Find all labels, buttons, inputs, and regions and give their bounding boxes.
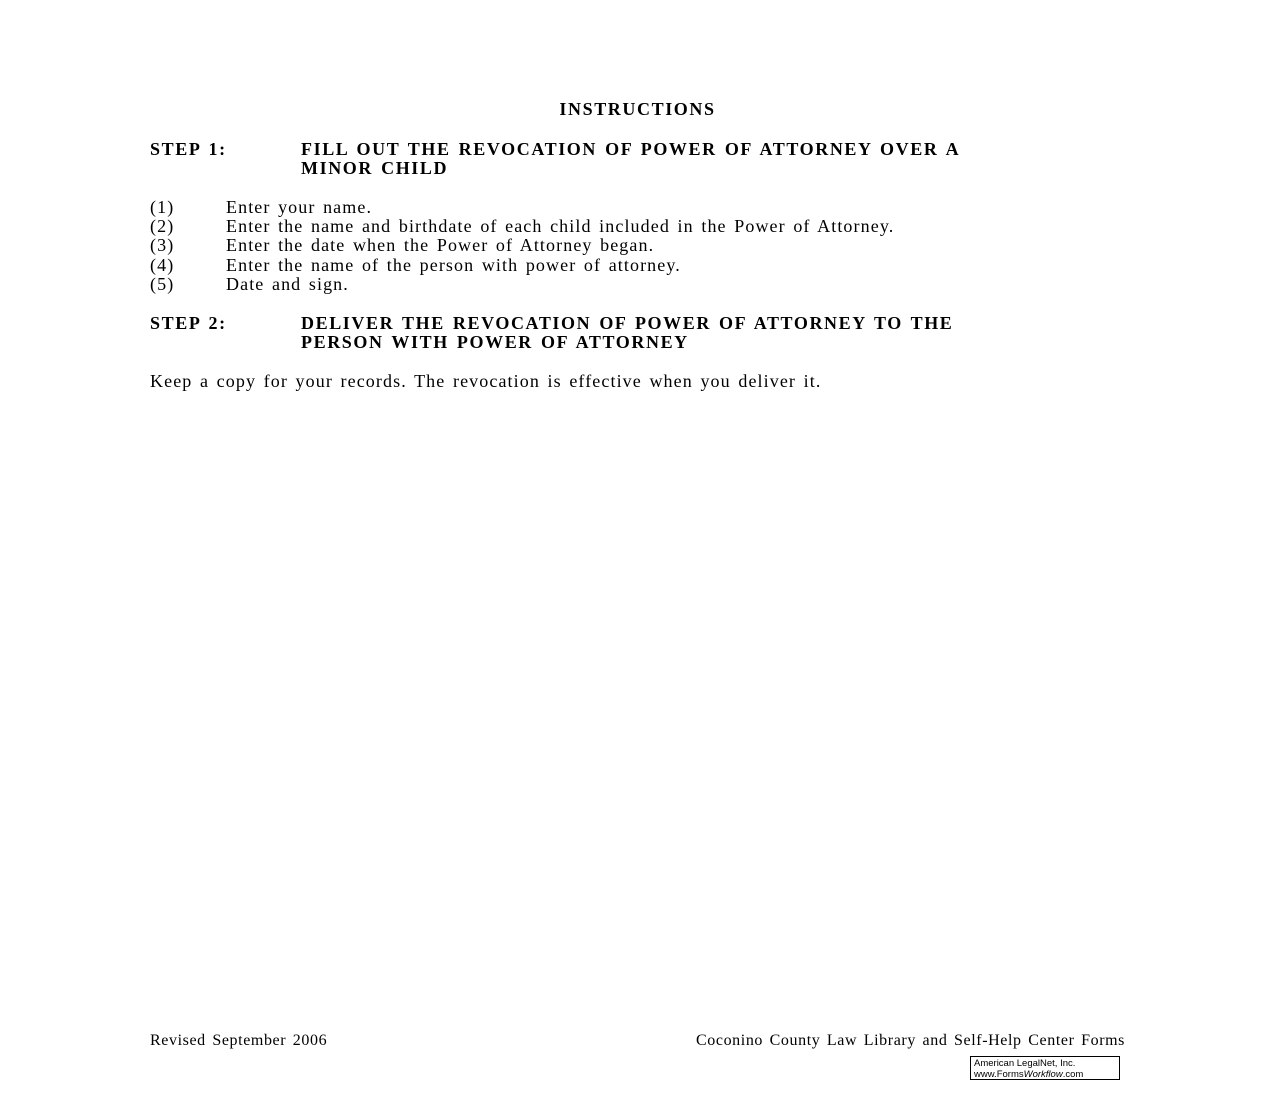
logo-text: .com: [1062, 1069, 1084, 1080]
item-text: Enter the name and birthdate of each child included in the Power of Attorney.: [226, 216, 895, 236]
item-text: Enter the name of the person with power of attorney.: [226, 255, 681, 275]
item-number: (3): [150, 235, 175, 255]
item-text: Enter your name.: [226, 197, 373, 217]
logo-text: www.Forms: [974, 1069, 1024, 1080]
footer-source: Coconino County Law Library and Self-Help Center Forms: [696, 1032, 1125, 1049]
step1-label: STEP 1:: [150, 139, 227, 159]
item-number: (1): [150, 197, 175, 217]
step2-label: STEP 2:: [150, 313, 227, 333]
item-number: (2): [150, 216, 175, 236]
step1-heading-line2: MINOR CHILD: [301, 158, 449, 178]
logo-line2: [974, 1069, 1119, 1080]
item-number: (4): [150, 255, 175, 275]
item-text: Enter the date when the Power of Attorney began.: [226, 235, 655, 255]
step2-heading-line2: PERSON WITH POWER OF ATTORNEY: [301, 332, 689, 352]
footer-revised: Revised September 2006: [150, 1032, 328, 1049]
step2-text: Keep a copy for your records. The revocation is effective when you deliver it.: [150, 371, 822, 391]
item-number: (5): [150, 274, 175, 294]
step1-heading-line1: FILL OUT THE REVOCATION OF POWER OF ATTORNEY OVER A: [301, 139, 961, 159]
page-title: INSTRUCTIONS: [559, 99, 716, 119]
step2-heading-line1: DELIVER THE REVOCATION OF POWER OF ATTORNEY TO THE: [301, 313, 954, 333]
american-legalnet-logo: [970, 1056, 1120, 1080]
item-text: Date and sign.: [226, 274, 349, 294]
logo-text: Workflow: [1023, 1069, 1063, 1080]
logo-line1: American LegalNet, Inc.: [974, 1058, 1076, 1069]
